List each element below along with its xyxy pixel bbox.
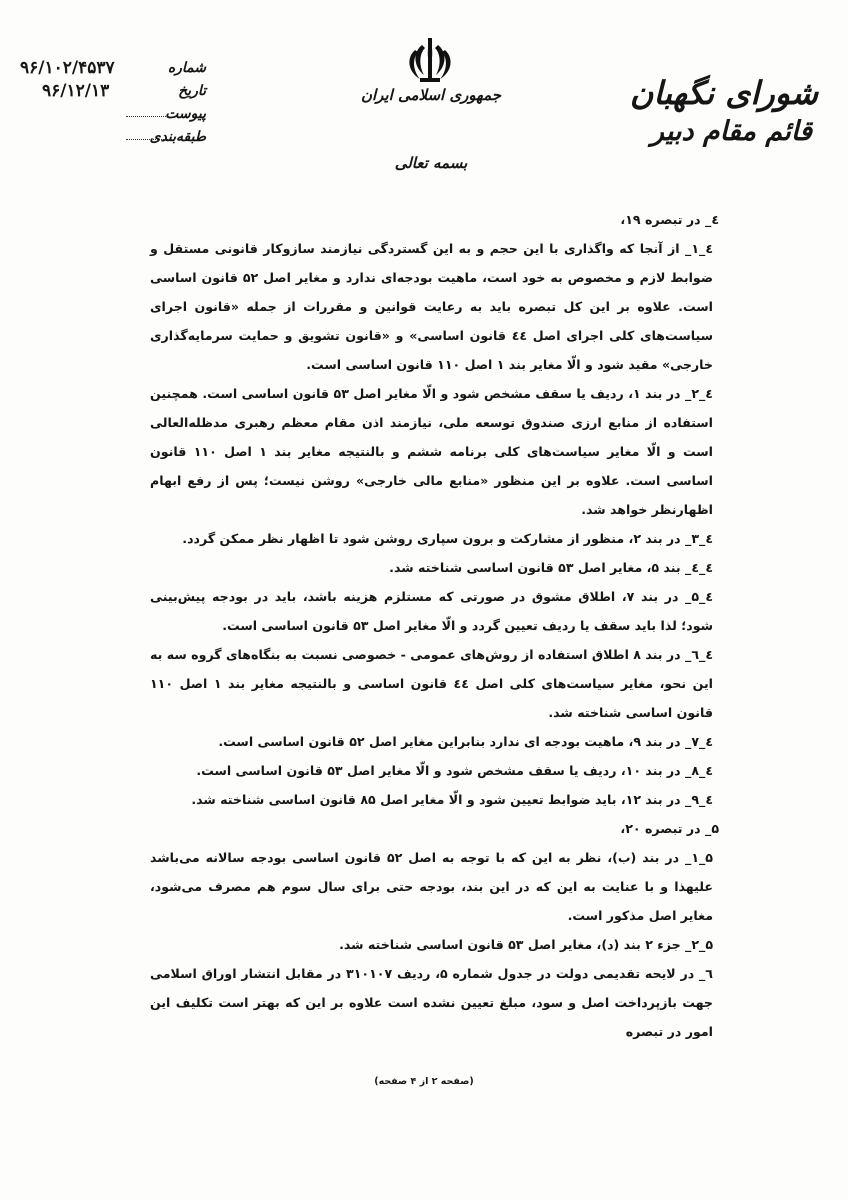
paragraph-4-2: ٤_۲_ در بند ۱، ردیف یا سقف مشخص شود و الّا مغایر اصل ۵۳ قانون اساسی است. همچنین استفاده از منابع ارزی صندوق توسعه ملی، نیازمند اذن مقام معظم رهبری مدظله‌العالی است و الّا مغایر سیاست‌های کلی برنامه ششم و بالنتیجه مغایر بند ۱ اصل ۱۱۰ قانون اساسی است. علاوه بر این منظور «منابع مالی خارجی» روشن نیست؛ پس از رفع ابهام اظهارنظر خواهد شد. bbox=[150, 386, 713, 517]
paragraph-4-7: ٤_۷_ در بند ۹، ماهیت بودجه ای ندارد بنابراین مغایر اصل ۵۲ قانون اساسی است. bbox=[218, 734, 713, 749]
number-row bbox=[14, 58, 214, 81]
attachment-line bbox=[126, 116, 168, 117]
paragraph-4-9: ٤_۹_ در بند ۱۲، باید ضوابط تعیین شود و الّا مغایر اصل ۸۵ قانون اساسی شناخته شد. bbox=[191, 792, 713, 807]
date-row bbox=[14, 81, 214, 104]
paragraph-4-6: ٤_٦_ در بند ۸ اطلاق استفاده از روش‌های عمومی - خصوصی نسبت به بنگاه‌های گروه سه به این نحو، مغایر سیاست‌های کلی اصل ٤٤ قانون اساسی و بالنتیجه مغایر بند ۱ اصل ۱۱۰ قانون اساسی شناخته شد. bbox=[150, 647, 714, 720]
paragraph-5-2: ۵_۲_ جزء ۲ بند (د)، مغایر اصل ۵۳ قانون اساسی شناخته شد. bbox=[339, 937, 713, 952]
organization-unit: قائم مقام دبیر bbox=[650, 116, 812, 147]
section-heading-5: ۵_ در تبصره ۲۰، bbox=[620, 821, 719, 836]
section-heading-4: ٤_ در تبصره ۱۹، bbox=[620, 212, 719, 227]
classification-label: طبقه‌بندی bbox=[149, 129, 206, 145]
attachment-label: پیوست bbox=[165, 106, 206, 122]
date-label: تاریخ bbox=[178, 83, 206, 99]
number-value: ۹۶/۱۰۲/۴۵۳۷ bbox=[20, 58, 115, 78]
letter-body bbox=[150, 205, 719, 1046]
emblem-icon bbox=[400, 36, 460, 84]
paragraph-5-1: ۵_۱_ در بند (ب)، نظر به این که با توجه به اصل ۵۲ قانون اساسی بودجه سالانه می‌باشد علیهذا و با عنایت به این که در این بند، بودجه حتی برای سال سوم هم مصرف می‌شود، مغایر اصل مذکور است. bbox=[150, 850, 713, 923]
paragraph-4-8: ٤_۸_ در بند ۱۰، ردیف یا سقف مشخص شود و الّا مغایر اصل ۵۳ قانون اساسی است. bbox=[196, 763, 713, 778]
organization-name: شورای نگهبان bbox=[629, 74, 818, 112]
paragraph-4-5: ٤_۵_ در بند ۷، اطلاق مشوق در صورتی که مستلزم هزینه باشد، باید در بودجه پیش‌بینی شود؛ لذا باید سقف یا ردیف تعیین گردد و الّا مغایر اصل ۵۳ قانون اساسی است. bbox=[150, 589, 713, 633]
attachment-row bbox=[14, 104, 214, 127]
page-number: (صفحه ۲ از ۴ صفحه) bbox=[374, 1076, 474, 1087]
classification-row bbox=[14, 127, 214, 150]
paragraph-4-4: ٤_٤_ بند ۵، مغایر اصل ۵۳ قانون اساسی شناخته شد. bbox=[389, 560, 713, 575]
document-meta bbox=[14, 58, 214, 150]
paragraph-6: ٦_ در لایحه تقدیمی دولت در جدول شماره ۵، ردیف ۳۱۰۱۰۷ در مقابل انتشار اوراق اسلامی جهت بازپرداخت اصل و سود، مبلغ تعیین نشده است علاوه بر این که بهتر است تکلیف این امور در تبصره bbox=[150, 966, 713, 1039]
country-name: جمهوری اسلامی ایران bbox=[360, 86, 502, 104]
paragraph-4-1: ٤_۱_ از آنجا که واگذاری با این حجم و به این گستردگی نیازمند سازوکار قانونی مستقل و ضوابط لازم و مخصوص به خود است، ماهیت بودجه‌ای ندارد و مغایر اصل ۵۲ قانون اساسی است. علاوه بر این کل تبصره باید به رعایت قوانین و مقررات از جمله «قانون اجرای سیاست‌های کلی اجرای اصل ٤٤ قانون اساسی» و «قانون تشویق و حمایت سرمایه‌گذاری خارجی» مقید شود و الّا مغایر بند ۱ اصل ۱۱۰ قانون اساسی است. bbox=[150, 241, 714, 372]
paragraph-4-3: ٤_۳_ در بند ۲، منظور از مشارکت و برون سپاری روشن شود تا اظهار نظر ممکن گردد. bbox=[182, 531, 713, 546]
number-label: شماره bbox=[167, 60, 206, 76]
date-value: ۹۶/۱۲/۱۳ bbox=[42, 81, 110, 101]
invocation: بسمه تعالی bbox=[394, 154, 468, 172]
